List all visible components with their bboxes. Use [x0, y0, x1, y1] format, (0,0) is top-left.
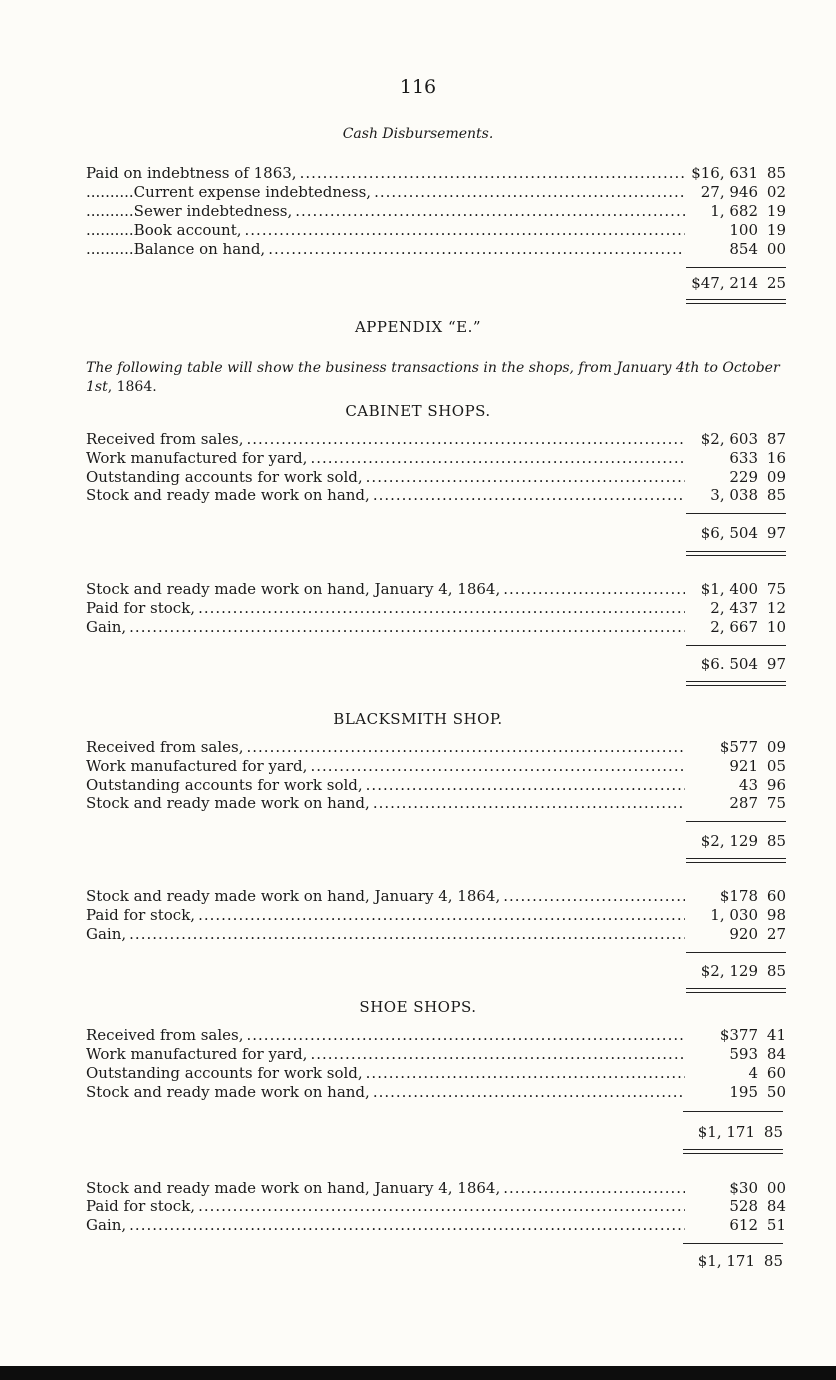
dot-leader: [245, 221, 685, 240]
ledger-row-dollars: 4: [748, 1064, 758, 1082]
total-dollars: $1, 171: [697, 1123, 755, 1141]
ledger-row-cents: 16: [766, 449, 786, 467]
dot-leader: [503, 887, 685, 906]
cabinet-total-1: [686, 524, 786, 543]
ledger-row: [86, 1197, 786, 1216]
ledger-row-dollars: 3, 038: [710, 486, 758, 504]
ledger-row-dollars: $16, 631: [691, 164, 758, 182]
sum-rule: [686, 645, 786, 646]
dot-leader: [268, 240, 685, 259]
total-cents: 85: [763, 1252, 783, 1270]
ledger-row-dollars: 528: [729, 1197, 758, 1215]
dot-leader: [366, 468, 685, 487]
dot-leader: [247, 738, 686, 757]
ledger-row-dollars: $377: [719, 1026, 758, 1044]
ledger-row: [86, 1026, 786, 1045]
ledger-row-label: Stock and ready made work on hand,: [86, 794, 370, 812]
ledger-row: [86, 486, 786, 505]
appendix-intro-plain: , 1864.: [107, 379, 157, 395]
dot-leader: [503, 580, 685, 599]
total-dollars: $6. 504: [700, 655, 758, 673]
ledger-row-label: ..........Balance on hand,: [86, 240, 266, 258]
ledger-row: [86, 1179, 786, 1198]
dot-leader: [300, 164, 685, 183]
sum-rule: [686, 267, 786, 268]
ledger-row-dollars: $178: [719, 887, 758, 905]
dot-leader: [373, 486, 685, 505]
ledger-row-label: Stock and ready made work on hand, January 4, 1864,: [86, 580, 501, 598]
ledger-row: [86, 794, 786, 813]
ledger-row-cents: 96: [766, 776, 786, 794]
total-cents: 97: [766, 655, 786, 673]
ledger-row: [86, 738, 786, 757]
double-rule: [686, 988, 786, 993]
ledger-row-cents: 02: [766, 183, 786, 201]
double-rule: [683, 1149, 783, 1154]
total-dollars: $2, 129: [700, 832, 758, 850]
double-rule: [686, 858, 786, 863]
total-dollars: $47, 214: [691, 274, 758, 292]
ledger-row-label: Stock and ready made work on hand,: [86, 1083, 370, 1101]
ledger-row-dollars: 2, 437: [710, 599, 758, 617]
ledger-row-dollars: 195: [729, 1083, 758, 1101]
total-dollars: $2, 129: [700, 962, 758, 980]
ledger-row-cents: 05: [766, 757, 786, 775]
double-rule: [686, 681, 786, 686]
dot-leader: [129, 925, 685, 944]
ledger-row-dollars: 854: [729, 240, 758, 258]
ledger-row-cents: 87: [766, 430, 786, 448]
dot-leader: [198, 1197, 685, 1216]
ledger-row-dollars: 633: [729, 449, 758, 467]
dot-leader: [366, 776, 685, 795]
ledger-row-cents: 51: [766, 1216, 786, 1234]
blacksmith-shop-title: BLACKSMITH SHOP.: [333, 710, 503, 728]
ledger-row-cents: 00: [766, 240, 786, 258]
sum-rule: [686, 952, 786, 953]
ledger-row-dollars: $30: [729, 1179, 758, 1197]
scan-border: [0, 1366, 836, 1380]
dot-leader: [129, 1216, 685, 1235]
ledger-row-cents: 85: [766, 164, 786, 182]
ledger-row-cents: 50: [766, 1083, 786, 1101]
blacksmith-total-2: [686, 962, 786, 981]
dot-leader: [247, 430, 686, 449]
ledger-row-cents: 75: [766, 580, 786, 598]
cash-total: [686, 274, 786, 293]
ledger-row-dollars: 229: [729, 468, 758, 486]
ledger-row-cents: 00: [766, 1179, 786, 1197]
ledger-row-label: Gain,: [86, 925, 127, 943]
appendix-intro-italic: The following table will show the business transactions in the shops, from January 4th to October 1st: [86, 360, 780, 395]
dot-leader: [310, 757, 685, 776]
ledger-row-dollars: 43: [738, 776, 758, 794]
ledger-row-dollars: 1, 030: [710, 906, 758, 924]
cabinet-total-2: [686, 655, 786, 674]
ledger-row: [86, 776, 786, 795]
total-cents: 25: [766, 274, 786, 292]
ledger-row-label: Stock and ready made work on hand, January 4, 1864,: [86, 1179, 501, 1197]
ledger-row-cents: 27: [766, 925, 786, 943]
dot-leader: [247, 1026, 686, 1045]
ledger-row-label: Received from sales,: [86, 738, 244, 756]
ledger-row-cents: 09: [766, 468, 786, 486]
page-number: 116: [399, 76, 437, 98]
ledger-row-dollars: $577: [719, 738, 758, 756]
ledger-row-cents: 10: [766, 618, 786, 636]
ledger-row-dollars: 287: [729, 794, 758, 812]
ledger-row-dollars: 100: [729, 221, 758, 239]
ledger-row-label: ..........Current expense indebtedness,: [86, 183, 372, 201]
ledger-row-label: Paid for stock,: [86, 906, 196, 924]
ledger-row-dollars: 593: [729, 1045, 758, 1063]
dot-leader: [503, 1179, 685, 1198]
ledger-row: [86, 906, 786, 925]
ledger-row-cents: 12: [766, 599, 786, 617]
ledger-row-label: Paid for stock,: [86, 1197, 196, 1215]
ledger-row-dollars: 27, 946: [700, 183, 758, 201]
dot-leader: [373, 794, 685, 813]
appendix-intro: [86, 359, 786, 397]
ledger-row-dollars: 612: [729, 1216, 758, 1234]
ledger-row: [86, 430, 786, 449]
ledger-row: [86, 1083, 786, 1102]
sum-rule: [686, 821, 786, 822]
ledger-row-dollars: $1, 400: [700, 580, 758, 598]
total-dollars: $6, 504: [700, 524, 758, 542]
ledger-row-label: Gain,: [86, 1216, 127, 1234]
ledger-row-dollars: 2, 667: [710, 618, 758, 636]
dot-leader: [374, 183, 685, 202]
shoe-shops-title: SHOE SHOPS.: [359, 998, 477, 1016]
ledger-row-cents: 98: [766, 906, 786, 924]
ledger-row-cents: 19: [766, 221, 786, 239]
dot-leader: [295, 202, 685, 221]
appendix-title: APPENDIX “E.”: [354, 318, 482, 336]
ledger-row-label: Received from sales,: [86, 1026, 244, 1044]
double-rule: [686, 299, 786, 304]
ledger-row: [86, 1216, 786, 1235]
sum-rule: [683, 1111, 783, 1112]
cabinet-shops-title: CABINET SHOPS.: [345, 402, 491, 420]
ledger-row: [86, 1045, 786, 1064]
ledger-row-cents: 84: [766, 1197, 786, 1215]
dot-leader: [373, 1083, 685, 1102]
ledger-row-label: Outstanding accounts for work sold,: [86, 468, 363, 486]
ledger-row-label: ..........Sewer indebtedness,: [86, 202, 293, 220]
dot-leader: [310, 449, 685, 468]
total-cents: 85: [766, 832, 786, 850]
ledger-row-label: Work manufactured for yard,: [86, 449, 308, 467]
ledger-row-cents: 60: [766, 887, 786, 905]
ledger-row-label: Paid for stock,: [86, 599, 196, 617]
ledger-row-label: Work manufactured for yard,: [86, 757, 308, 775]
ledger-row: [86, 468, 786, 487]
ledger-row-label: Work manufactured for yard,: [86, 1045, 308, 1063]
ledger-row-label: Paid on indebtness of 1863,: [86, 164, 297, 182]
dot-leader: [198, 906, 685, 925]
cash-disbursements-heading: Cash Disbursements.: [342, 126, 494, 142]
ledger-row: [86, 618, 786, 637]
dot-leader: [129, 618, 685, 637]
blacksmith-total-1: [686, 832, 786, 851]
ledger-row-label: Outstanding accounts for work sold,: [86, 776, 363, 794]
ledger-row-cents: 60: [766, 1064, 786, 1082]
double-rule: [686, 551, 786, 556]
total-cents: 97: [766, 524, 786, 542]
ledger-row-label: Stock and ready made work on hand,: [86, 486, 370, 504]
ledger-row: [86, 1064, 786, 1083]
dot-leader: [310, 1045, 685, 1064]
ledger-row: [86, 221, 786, 240]
ledger-row-dollars: 1, 682: [710, 202, 758, 220]
ledger-row-label: Stock and ready made work on hand, January 4, 1864,: [86, 887, 501, 905]
ledger-row-label: ..........Book account,: [86, 221, 242, 239]
ledger-row-cents: 75: [766, 794, 786, 812]
total-dollars: $1, 171: [697, 1252, 755, 1270]
ledger-row: [86, 580, 786, 599]
ledger-row-label: Outstanding accounts for work sold,: [86, 1064, 363, 1082]
ledger-row: [86, 449, 786, 468]
ledger-row-dollars: 921: [729, 757, 758, 775]
ledger-row: [86, 599, 786, 618]
ledger-row: [86, 183, 786, 202]
sum-rule: [686, 513, 786, 514]
shoe-total-1: [683, 1123, 783, 1142]
ledger-row: [86, 202, 786, 221]
dot-leader: [198, 599, 685, 618]
ledger-row-label: Gain,: [86, 618, 127, 636]
ledger-row-label: Received from sales,: [86, 430, 244, 448]
sum-rule: [683, 1243, 783, 1244]
ledger-row-cents: 85: [766, 486, 786, 504]
ledger-row: [86, 925, 786, 944]
ledger-row-dollars: $2, 603: [700, 430, 758, 448]
ledger-row-dollars: 920: [729, 925, 758, 943]
ledger-row: [86, 164, 786, 183]
total-cents: 85: [766, 962, 786, 980]
total-cents: 85: [763, 1123, 783, 1141]
ledger-row: [86, 887, 786, 906]
ledger-row-cents: 41: [766, 1026, 786, 1044]
dot-leader: [366, 1064, 685, 1083]
ledger-row: [86, 240, 786, 259]
ledger-row-cents: 19: [766, 202, 786, 220]
ledger-row: [86, 757, 786, 776]
shoe-total-2: [683, 1252, 783, 1271]
ledger-row-cents: 09: [766, 738, 786, 756]
ledger-row-cents: 84: [766, 1045, 786, 1063]
